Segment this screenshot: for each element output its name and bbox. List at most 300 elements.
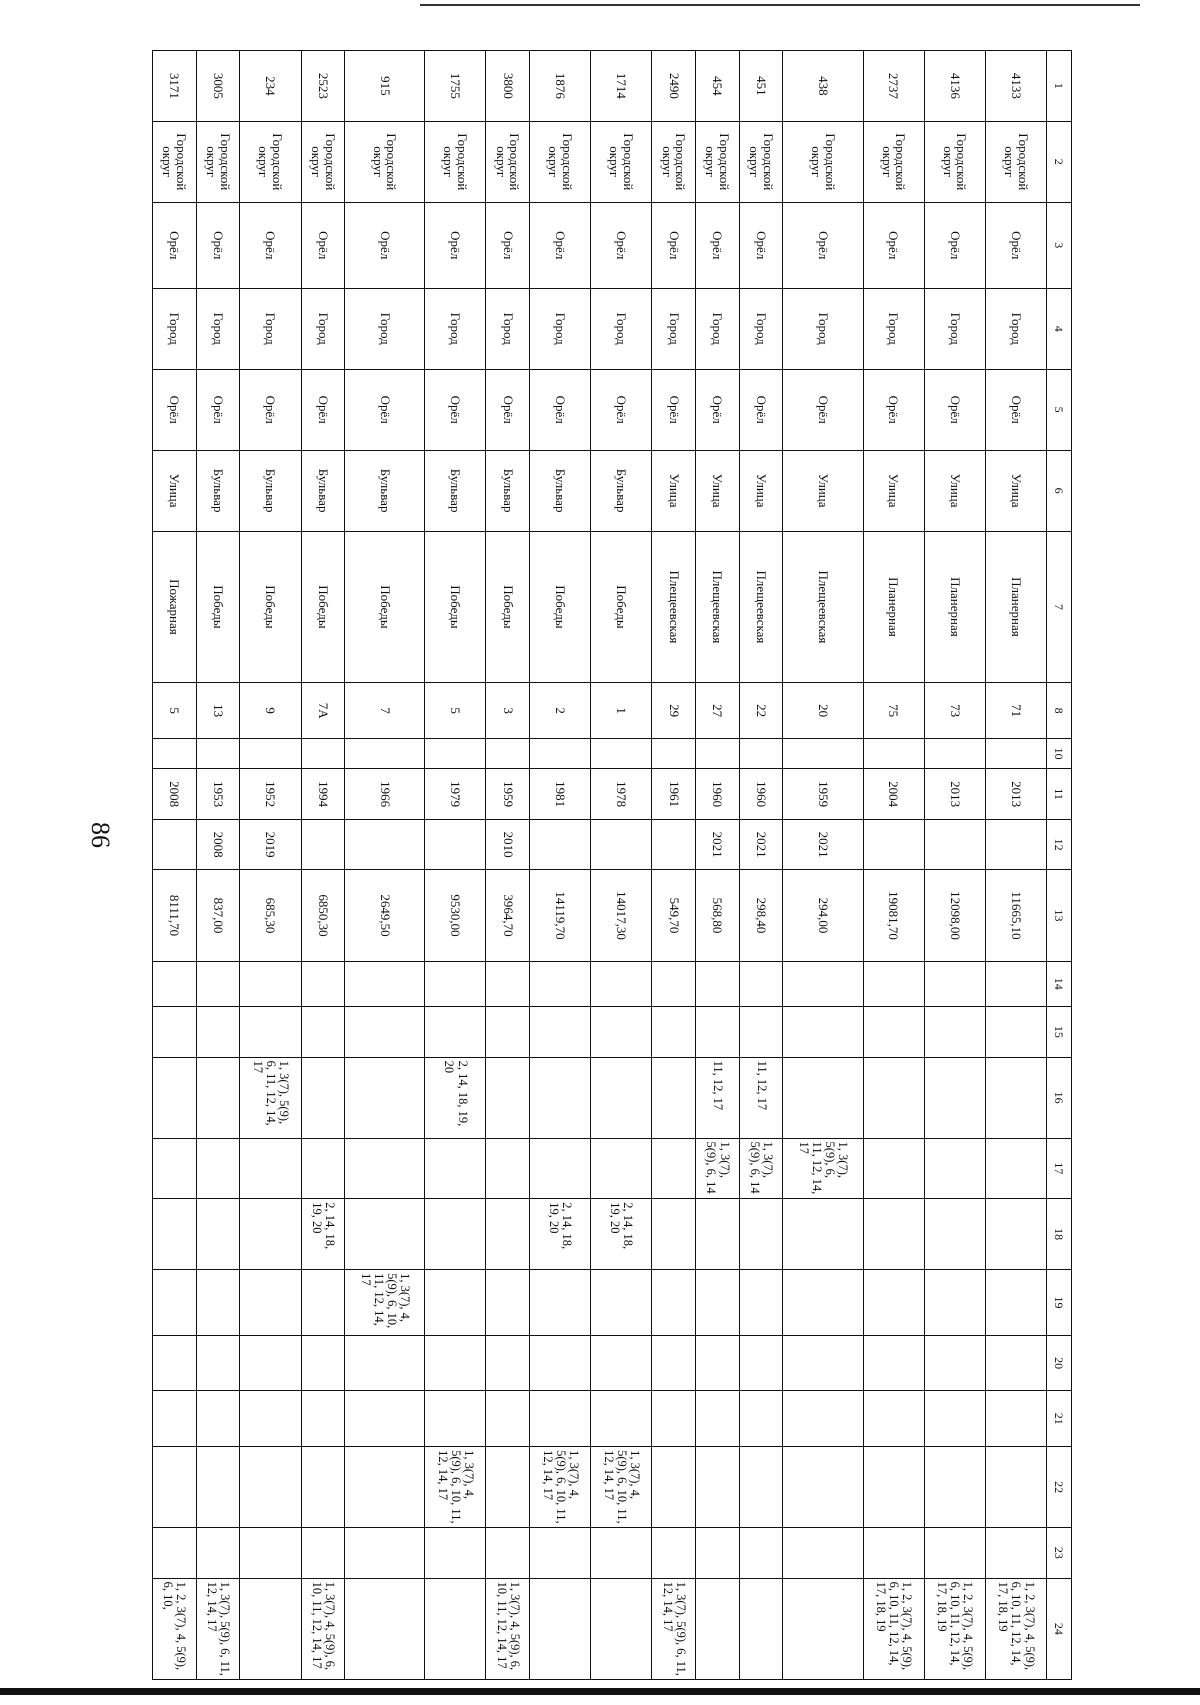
table-row [530, 51, 591, 1680]
cell-c12 [985, 819, 1046, 870]
cell-c2: Городской округ [591, 121, 652, 202]
cell-c5: Орёл [153, 369, 197, 450]
cell-c14 [530, 961, 591, 1007]
column-number-12: 12 [1047, 819, 1072, 870]
cell-c22 [783, 1447, 863, 1528]
cell-c17 [863, 1138, 924, 1199]
column-number-10: 10 [1047, 738, 1072, 768]
cell-c23 [985, 1528, 1046, 1579]
table-row [652, 51, 696, 1680]
cell-c5: Орёл [696, 369, 740, 450]
cell-c14 [863, 961, 924, 1007]
cell-c11: 2008 [153, 769, 197, 820]
cell-c3: Орёл [486, 202, 530, 288]
cell-c12 [153, 819, 197, 870]
cell-c21 [985, 1391, 1046, 1447]
column-number-row [1047, 51, 1072, 1680]
cell-c1: 915 [345, 51, 425, 122]
cell-c4: Город [863, 288, 924, 369]
cell-c10 [924, 738, 985, 768]
cell-c12 [652, 819, 696, 870]
cell-c19 [425, 1270, 486, 1336]
cell-c15 [425, 1007, 486, 1058]
cell-c3: Орёл [196, 202, 240, 288]
cell-c7: Победы [425, 531, 486, 683]
cell-c10 [652, 738, 696, 768]
cell-c13: 8111,70 [153, 870, 197, 961]
cell-c4: Город [530, 288, 591, 369]
cell-c16 [153, 1057, 197, 1138]
column-number-22: 22 [1047, 1447, 1072, 1528]
cell-c7: Победы [240, 531, 301, 683]
cell-c8: 5 [425, 683, 486, 739]
cell-c6: Бульвар [425, 450, 486, 531]
cell-c2: Городской округ [696, 121, 740, 202]
cell-c18 [739, 1199, 783, 1270]
cell-c4: Город [196, 288, 240, 369]
cell-c20 [530, 1335, 591, 1391]
cell-c21 [345, 1391, 425, 1447]
column-number-3: 3 [1047, 202, 1072, 288]
cell-c7: Пожарная [153, 531, 197, 683]
cell-c17 [240, 1138, 301, 1199]
cell-c14 [591, 961, 652, 1007]
cell-c3: Орёл [425, 202, 486, 288]
cell-c20 [652, 1335, 696, 1391]
cell-c6: Улица [652, 450, 696, 531]
cell-c1: 2490 [652, 51, 696, 122]
cell-c6: Бульвар [240, 450, 301, 531]
cell-c24: 1, 3(7), 5(9), 6, 11, 12, 14, 17 [652, 1578, 696, 1679]
cell-c10 [345, 738, 425, 768]
cell-c10 [153, 738, 197, 768]
cell-c20 [696, 1335, 740, 1391]
cell-c22 [301, 1447, 345, 1528]
cell-c8: 3 [486, 683, 530, 739]
cell-c16 [652, 1057, 696, 1138]
cell-c15 [591, 1007, 652, 1058]
cell-c24: 1, 2, 3(7), 4, 5(9), 6, 10, 11, 12, 14, 17, 18, 19 [985, 1578, 1046, 1679]
cell-c21 [652, 1391, 696, 1447]
column-number-11: 11 [1047, 769, 1072, 820]
cell-c17: 1, 3(7), 5(9), 6, 14 [696, 1138, 740, 1199]
cell-c20 [783, 1335, 863, 1391]
cell-c11: 1978 [591, 769, 652, 820]
cell-c6: Улица [783, 450, 863, 531]
table-row [153, 51, 197, 1680]
cell-c18 [924, 1199, 985, 1270]
cell-c5: Орёл [425, 369, 486, 450]
cell-c11: 1952 [240, 769, 301, 820]
cell-c20 [301, 1335, 345, 1391]
cell-c6: Улица [924, 450, 985, 531]
cell-c22: 1, 3(7), 4, 5(9), 6, 10, 11, 12, 14, 17 [425, 1447, 486, 1528]
cell-c13: 294,00 [783, 870, 863, 961]
table-row [196, 51, 240, 1680]
cell-c3: Орёл [591, 202, 652, 288]
cell-c10 [301, 738, 345, 768]
cell-c21 [591, 1391, 652, 1447]
cell-c12: 2019 [240, 819, 301, 870]
cell-c18 [345, 1199, 425, 1270]
cell-c24: 1, 3(7), 4, 5(9), 6, 10, 11, 12, 14, 17 [301, 1578, 345, 1679]
cell-c2: Городской округ [153, 121, 197, 202]
cell-c5: Орёл [196, 369, 240, 450]
cell-c3: Орёл [240, 202, 301, 288]
cell-c5: Орёл [652, 369, 696, 450]
cell-c22 [739, 1447, 783, 1528]
cell-c5: Орёл [345, 369, 425, 450]
cell-c20 [153, 1335, 197, 1391]
cell-c1: 454 [696, 51, 740, 122]
cell-c13: 837,00 [196, 870, 240, 961]
cell-c10 [240, 738, 301, 768]
cell-c2: Городской округ [486, 121, 530, 202]
cell-c24 [696, 1578, 740, 1679]
cell-c5: Орёл [985, 369, 1046, 450]
column-number-6: 6 [1047, 450, 1072, 531]
cell-c4: Город [486, 288, 530, 369]
cell-c20 [591, 1335, 652, 1391]
cell-c6: Улица [739, 450, 783, 531]
cell-c13: 9530,00 [425, 870, 486, 961]
cell-c2: Городской округ [425, 121, 486, 202]
cell-c23 [591, 1528, 652, 1579]
cell-c5: Орёл [530, 369, 591, 450]
top-rule [420, 4, 1140, 6]
cell-c18: 2, 14, 18, 19, 20 [591, 1199, 652, 1270]
cell-c8: 73 [924, 683, 985, 739]
cell-c18: 2, 14, 18, 19, 20 [530, 1199, 591, 1270]
cell-c4: Город [153, 288, 197, 369]
cell-c15 [863, 1007, 924, 1058]
cell-c13: 14119,70 [530, 870, 591, 961]
cell-c23 [863, 1528, 924, 1579]
cell-c4: Город [985, 288, 1046, 369]
cell-c23 [739, 1528, 783, 1579]
cell-c16 [985, 1057, 1046, 1138]
column-number-20: 20 [1047, 1335, 1072, 1391]
cell-c13: 3964,70 [486, 870, 530, 961]
cell-c19 [301, 1270, 345, 1336]
cell-c18: 2, 14, 18, 19, 20 [301, 1199, 345, 1270]
cell-c18 [196, 1199, 240, 1270]
cell-c1: 234 [240, 51, 301, 122]
cell-c20 [924, 1335, 985, 1391]
cell-c16 [783, 1057, 863, 1138]
cell-c19 [783, 1270, 863, 1336]
cell-c12 [425, 819, 486, 870]
cell-c14 [196, 961, 240, 1007]
cell-c7: Плещеевская [696, 531, 740, 683]
cell-c12: 2010 [486, 819, 530, 870]
cell-c13: 568,80 [696, 870, 740, 961]
cell-c15 [196, 1007, 240, 1058]
cell-c19 [739, 1270, 783, 1336]
cell-c16 [924, 1057, 985, 1138]
cell-c10 [196, 738, 240, 768]
cell-c23 [530, 1528, 591, 1579]
cell-c15 [345, 1007, 425, 1058]
cell-c12: 2021 [696, 819, 740, 870]
cell-c10 [530, 738, 591, 768]
housing-register-table [152, 50, 1072, 1680]
cell-c16: 11, 12, 17 [739, 1057, 783, 1138]
cell-c18 [652, 1199, 696, 1270]
column-number-21: 21 [1047, 1391, 1072, 1447]
cell-c21 [486, 1391, 530, 1447]
cell-c7: Победы [196, 531, 240, 683]
cell-c21 [240, 1391, 301, 1447]
cell-c11: 1953 [196, 769, 240, 820]
cell-c21 [863, 1391, 924, 1447]
cell-c8: 7А [301, 683, 345, 739]
cell-c21 [153, 1391, 197, 1447]
cell-c24 [783, 1578, 863, 1679]
cell-c15 [924, 1007, 985, 1058]
cell-c14 [240, 961, 301, 1007]
cell-c12 [345, 819, 425, 870]
table-row [985, 51, 1046, 1680]
cell-c4: Город [696, 288, 740, 369]
cell-c17 [345, 1138, 425, 1199]
cell-c10 [985, 738, 1046, 768]
cell-c4: Город [240, 288, 301, 369]
cell-c13: 6850,30 [301, 870, 345, 961]
cell-c14 [345, 961, 425, 1007]
cell-c17 [196, 1138, 240, 1199]
column-number-13: 13 [1047, 870, 1072, 961]
cell-c11: 1981 [530, 769, 591, 820]
cell-c17: 1, 3(7), 5(9), 6, 14 [739, 1138, 783, 1199]
column-number-16: 16 [1047, 1057, 1072, 1138]
cell-c6: Бульвар [530, 450, 591, 531]
cell-c16 [196, 1057, 240, 1138]
column-number-4: 4 [1047, 288, 1072, 369]
table-row [301, 51, 345, 1680]
cell-c18 [985, 1199, 1046, 1270]
cell-c17: 1, 3(7), 5(9), 6, 11, 12, 14, 17 [783, 1138, 863, 1199]
cell-c23 [301, 1528, 345, 1579]
cell-c11: 1966 [345, 769, 425, 820]
cell-c4: Город [924, 288, 985, 369]
cell-c20 [985, 1335, 1046, 1391]
bottom-rule [0, 1688, 1200, 1695]
cell-c18 [153, 1199, 197, 1270]
cell-c13: 2649,50 [345, 870, 425, 961]
cell-c1: 1876 [530, 51, 591, 122]
cell-c17 [301, 1138, 345, 1199]
cell-c5: Орёл [863, 369, 924, 450]
column-number-14: 14 [1047, 961, 1072, 1007]
cell-c6: Бульвар [345, 450, 425, 531]
cell-c21 [196, 1391, 240, 1447]
cell-c14 [739, 961, 783, 1007]
cell-c21 [425, 1391, 486, 1447]
cell-c17 [591, 1138, 652, 1199]
cell-c16 [530, 1057, 591, 1138]
cell-c15 [530, 1007, 591, 1058]
page-number: 86 [86, 822, 115, 848]
cell-c15 [783, 1007, 863, 1058]
cell-c1: 4133 [985, 51, 1046, 122]
cell-c23 [924, 1528, 985, 1579]
cell-c8: 7 [345, 683, 425, 739]
cell-c5: Орёл [739, 369, 783, 450]
cell-c6: Бульвар [301, 450, 345, 531]
cell-c5: Орёл [301, 369, 345, 450]
cell-c8: 75 [863, 683, 924, 739]
column-number-24: 24 [1047, 1578, 1072, 1679]
cell-c10 [739, 738, 783, 768]
cell-c6: Улица [985, 450, 1046, 531]
cell-c14 [783, 961, 863, 1007]
cell-c16 [345, 1057, 425, 1138]
cell-c22 [985, 1447, 1046, 1528]
cell-c7: Победы [301, 531, 345, 683]
cell-c6: Бульвар [591, 450, 652, 531]
cell-c12 [530, 819, 591, 870]
cell-c17 [425, 1138, 486, 1199]
cell-c7: Победы [530, 531, 591, 683]
cell-c6: Улица [153, 450, 197, 531]
column-number-18: 18 [1047, 1199, 1072, 1270]
cell-c16 [863, 1057, 924, 1138]
cell-c3: Орёл [739, 202, 783, 288]
cell-c11: 1959 [486, 769, 530, 820]
column-number-19: 19 [1047, 1270, 1072, 1336]
cell-c8: 71 [985, 683, 1046, 739]
cell-c13: 19081,70 [863, 870, 924, 961]
cell-c8: 29 [652, 683, 696, 739]
rotated-table-wrapper [152, 50, 1072, 1680]
cell-c22 [696, 1447, 740, 1528]
cell-c2: Городской округ [652, 121, 696, 202]
cell-c22 [652, 1447, 696, 1528]
cell-c14 [486, 961, 530, 1007]
cell-c7: Плещеевская [783, 531, 863, 683]
cell-c1: 4136 [924, 51, 985, 122]
cell-c20 [739, 1335, 783, 1391]
table-row [863, 51, 924, 1680]
cell-c23 [425, 1528, 486, 1579]
cell-c20 [863, 1335, 924, 1391]
cell-c18 [486, 1199, 530, 1270]
cell-c22 [924, 1447, 985, 1528]
cell-c3: Орёл [696, 202, 740, 288]
cell-c7: Планерная [924, 531, 985, 683]
cell-c2: Городской округ [196, 121, 240, 202]
cell-c12 [591, 819, 652, 870]
cell-c21 [301, 1391, 345, 1447]
cell-c24: 1, 2, 3(7), 4, 5(9), 6, 10, 11, 12, 14, 17, 18, 19 [924, 1578, 985, 1679]
cell-c6: Бульвар [196, 450, 240, 531]
cell-c22 [196, 1447, 240, 1528]
cell-c3: Орёл [530, 202, 591, 288]
column-number-1: 1 [1047, 51, 1072, 122]
column-number-15: 15 [1047, 1007, 1072, 1058]
cell-c14 [924, 961, 985, 1007]
cell-c10 [591, 738, 652, 768]
cell-c1: 3800 [486, 51, 530, 122]
cell-c4: Город [783, 288, 863, 369]
cell-c19 [530, 1270, 591, 1336]
cell-c6: Улица [696, 450, 740, 531]
cell-c17 [924, 1138, 985, 1199]
cell-c15 [486, 1007, 530, 1058]
column-number-5: 5 [1047, 369, 1072, 450]
cell-c3: Орёл [153, 202, 197, 288]
cell-c23 [652, 1528, 696, 1579]
cell-c13: 12098,00 [924, 870, 985, 961]
cell-c6: Улица [863, 450, 924, 531]
cell-c21 [783, 1391, 863, 1447]
cell-c4: Город [301, 288, 345, 369]
table-row [783, 51, 863, 1680]
cell-c20 [196, 1335, 240, 1391]
cell-c12 [301, 819, 345, 870]
cell-c16 [486, 1057, 530, 1138]
cell-c3: Орёл [783, 202, 863, 288]
column-number-17: 17 [1047, 1138, 1072, 1199]
table-row [924, 51, 985, 1680]
cell-c21 [696, 1391, 740, 1447]
cell-c10 [696, 738, 740, 768]
cell-c24: 1, 2, 3(7), 4, 5(9), 6, 10, [153, 1578, 197, 1679]
cell-c15 [652, 1007, 696, 1058]
cell-c12 [863, 819, 924, 870]
cell-c7: Плещеевская [739, 531, 783, 683]
cell-c8: 13 [196, 683, 240, 739]
table-row [240, 51, 301, 1680]
cell-c2: Городской округ [301, 121, 345, 202]
cell-c22: 1, 3(7), 4, 5(9), 6, 10, 11, 12, 14, 17 [530, 1447, 591, 1528]
cell-c11: 2013 [924, 769, 985, 820]
cell-c7: Победы [486, 531, 530, 683]
cell-c7: Плещеевская [652, 531, 696, 683]
cell-c17 [153, 1138, 197, 1199]
cell-c5: Орёл [486, 369, 530, 450]
cell-c24 [240, 1578, 301, 1679]
cell-c1: 1714 [591, 51, 652, 122]
cell-c15 [985, 1007, 1046, 1058]
cell-c20 [240, 1335, 301, 1391]
cell-c10 [425, 738, 486, 768]
cell-c15 [696, 1007, 740, 1058]
cell-c17 [486, 1138, 530, 1199]
cell-c14 [985, 961, 1046, 1007]
cell-c23 [196, 1528, 240, 1579]
cell-c24: 1, 3(7), 5(9), 6, 11, 12, 14, 17 [196, 1578, 240, 1679]
cell-c21 [924, 1391, 985, 1447]
cell-c11: 1961 [652, 769, 696, 820]
cell-c22 [345, 1447, 425, 1528]
cell-c3: Орёл [301, 202, 345, 288]
cell-c22 [486, 1447, 530, 1528]
cell-c19 [985, 1270, 1046, 1336]
column-number-8: 8 [1047, 683, 1072, 739]
cell-c18 [863, 1199, 924, 1270]
cell-c8: 27 [696, 683, 740, 739]
cell-c16: 11, 12, 17 [696, 1057, 740, 1138]
table-row [696, 51, 740, 1680]
cell-c13: 549,70 [652, 870, 696, 961]
cell-c7: Победы [591, 531, 652, 683]
cell-c2: Городской округ [530, 121, 591, 202]
cell-c1: 1755 [425, 51, 486, 122]
cell-c11: 1959 [783, 769, 863, 820]
cell-c8: 22 [739, 683, 783, 739]
